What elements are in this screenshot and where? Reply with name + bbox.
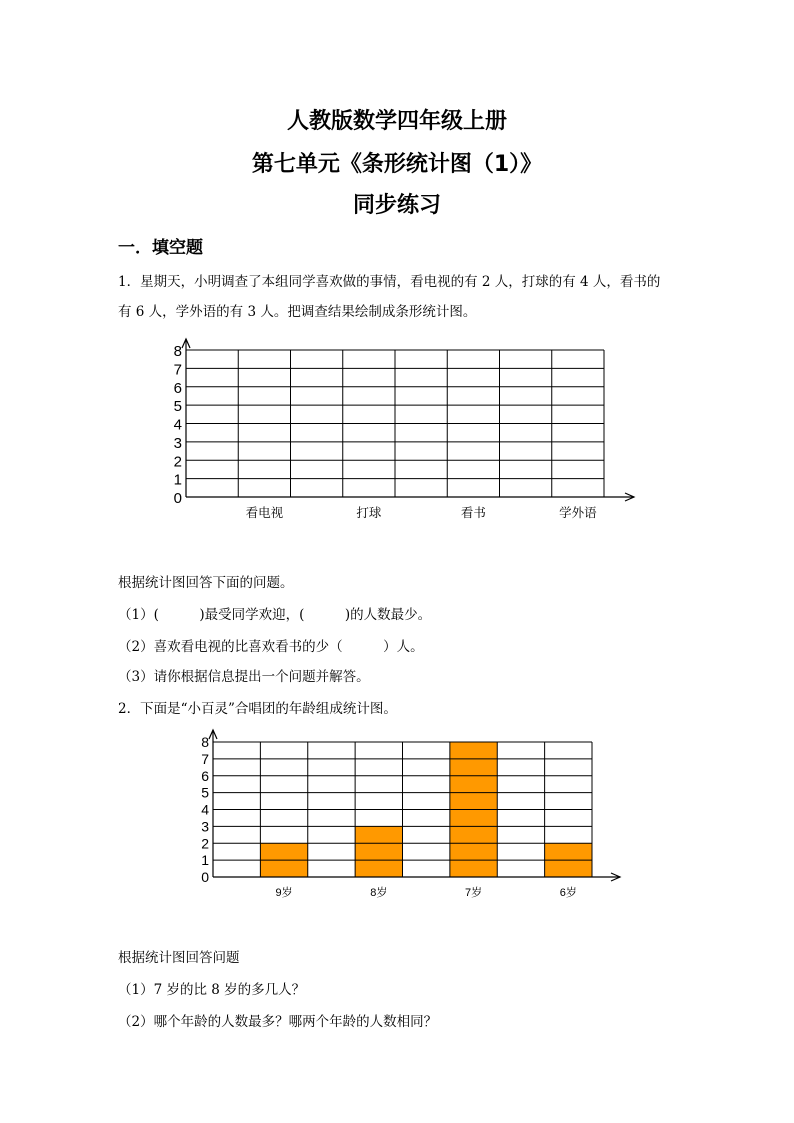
chart-1 <box>150 335 650 530</box>
y-tick-label: 0 <box>173 490 182 507</box>
x-category-label: 7岁 <box>465 887 483 899</box>
y-tick-label: 2 <box>173 453 182 471</box>
q1-sub1: （1）( )最受同学欢迎，( )的人数最少。 <box>118 607 432 623</box>
y-tick-label: 0 <box>201 869 209 885</box>
x-category-label: 学外语 <box>559 506 597 520</box>
doc-subtitle-2: 同步练习 <box>352 193 441 218</box>
q2-prompt: 根据统计图回答问题 <box>118 950 240 966</box>
x-category-label: 看书 <box>460 506 486 520</box>
y-tick-label: 5 <box>201 784 209 801</box>
chart-2 <box>180 727 630 907</box>
q2-sub2: （2）哪个年龄的人数最多？哪两个年龄的人数相同？ <box>118 1014 438 1030</box>
q2-sub1: （1）7 岁的比 8 岁的多几人？ <box>118 982 306 998</box>
y-tick-label: 6 <box>201 767 209 784</box>
x-category-label: 看电视 <box>245 506 284 520</box>
y-tick-label: 8 <box>173 343 182 360</box>
x-category-label: 打球 <box>356 506 382 520</box>
y-tick-label: 7 <box>201 750 209 767</box>
bar-8岁 <box>355 826 402 877</box>
y-tick-label: 6 <box>173 379 182 397</box>
doc-title: 人教版数学四年级上册 <box>286 109 507 134</box>
q2-text-line1: 2．下面是“小百灵”合唱团的年龄组成统计图。 <box>118 701 397 717</box>
y-tick-label: 3 <box>201 818 209 835</box>
y-tick-label: 4 <box>173 416 182 434</box>
x-category-label: 6岁 <box>559 887 577 899</box>
y-tick-label: 1 <box>173 471 182 489</box>
q1-text-line2: 有 6 人，学外语的有 3 人。把调查结果绘制成条形统计图。 <box>118 304 477 320</box>
q1-sub3: （3）请你根据信息提出一个问题并解答。 <box>118 669 370 685</box>
q1-prompt: 根据统计图回答下面的问题。 <box>118 575 294 591</box>
q1-text-line1: 1．星期天，小明调查了本组同学喜欢做的事情，看电视的有 2 人，打球的有 4 人，看书的 <box>118 274 661 290</box>
y-tick-label: 2 <box>201 835 209 852</box>
section-heading: 一．填空题 <box>118 238 203 258</box>
y-tick-label: 5 <box>173 398 182 416</box>
x-category-label: 8岁 <box>370 887 388 899</box>
q1-sub2: （2）喜欢看电视的比喜欢看书的少（ ）人。 <box>118 639 424 655</box>
y-tick-label: 3 <box>173 434 182 452</box>
doc-subtitle: 第七单元《条形统计图（1）》 <box>251 152 543 177</box>
x-category-label: 9岁 <box>275 887 293 899</box>
y-tick-label: 4 <box>201 801 209 818</box>
y-tick-label: 7 <box>173 361 182 379</box>
y-tick-label: 1 <box>201 852 209 869</box>
y-tick-label: 8 <box>201 734 209 750</box>
